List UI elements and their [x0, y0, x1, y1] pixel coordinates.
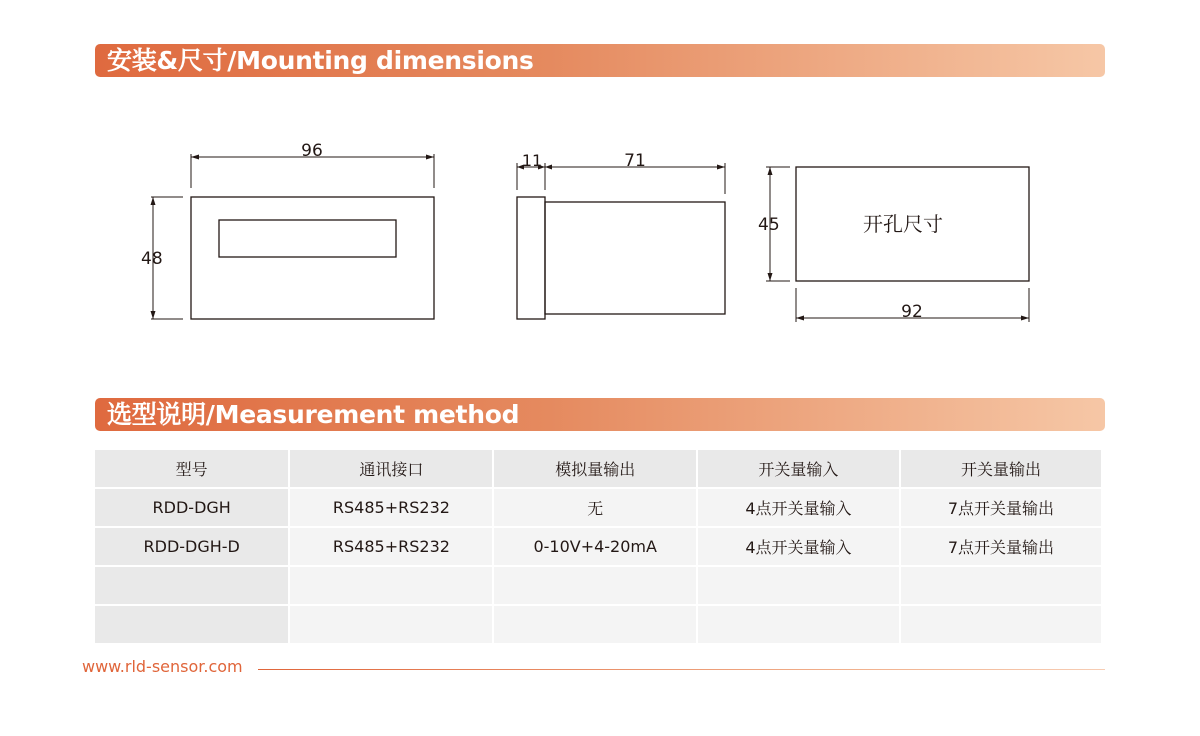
dim-cutout-width: 92	[901, 302, 923, 322]
dim-cutout-height: 45	[758, 215, 780, 235]
table-cell	[95, 606, 288, 643]
table-cell: 4点开关量输入	[698, 489, 899, 526]
table-cell	[901, 567, 1101, 604]
table-header-row	[95, 450, 1101, 487]
table-cell: 7点开关量输出	[901, 528, 1101, 565]
table-cell	[290, 567, 492, 604]
header-model: 型号	[95, 450, 288, 487]
model-selection-table	[93, 448, 1103, 645]
table-cell: RDD-DGH	[95, 489, 288, 526]
table-cell	[290, 606, 492, 643]
table-row	[95, 528, 1101, 565]
table-row	[95, 606, 1101, 643]
table-cell: 无	[494, 489, 695, 526]
side-view-bezel	[517, 197, 545, 319]
table-cell: 0-10V+4-20mA	[494, 528, 695, 565]
mounting-section-title: 安装&尺寸/Mounting dimensions	[107, 46, 534, 75]
front-view-outline	[191, 197, 434, 319]
front-view-display-window	[219, 220, 396, 257]
table-row	[95, 489, 1101, 526]
header-analog-output: 模拟量输出	[494, 450, 695, 487]
header-switch-output: 开关量输出	[901, 450, 1101, 487]
table-cell: 7点开关量输出	[901, 489, 1101, 526]
table-cell	[494, 567, 695, 604]
dim-body-depth: 71	[624, 151, 646, 171]
dim-bezel-depth: 11	[521, 151, 543, 170]
header-comm-interface: 通讯接口	[290, 450, 492, 487]
table-row	[95, 567, 1101, 604]
table-cell	[901, 606, 1101, 643]
cutout-label: 开孔尺寸	[863, 212, 943, 236]
table-cell	[698, 606, 899, 643]
table-cell: 4点开关量输入	[698, 528, 899, 565]
dim-front-width: 96	[301, 141, 323, 161]
footer-divider	[258, 669, 1105, 670]
dim-front-height: 48	[141, 249, 163, 269]
side-view-body	[545, 202, 725, 314]
header-switch-input: 开关量输入	[698, 450, 899, 487]
table-cell	[95, 567, 288, 604]
table-cell	[698, 567, 899, 604]
table-cell: RDD-DGH-D	[95, 528, 288, 565]
measurement-section-title: 选型说明/Measurement method	[107, 400, 520, 429]
table-cell: RS485+RS232	[290, 489, 492, 526]
footer-website-link[interactable]: www.rld-sensor.com	[82, 657, 243, 676]
table-cell: RS485+RS232	[290, 528, 492, 565]
table-cell	[494, 606, 695, 643]
measurement-section-header	[95, 398, 1105, 431]
